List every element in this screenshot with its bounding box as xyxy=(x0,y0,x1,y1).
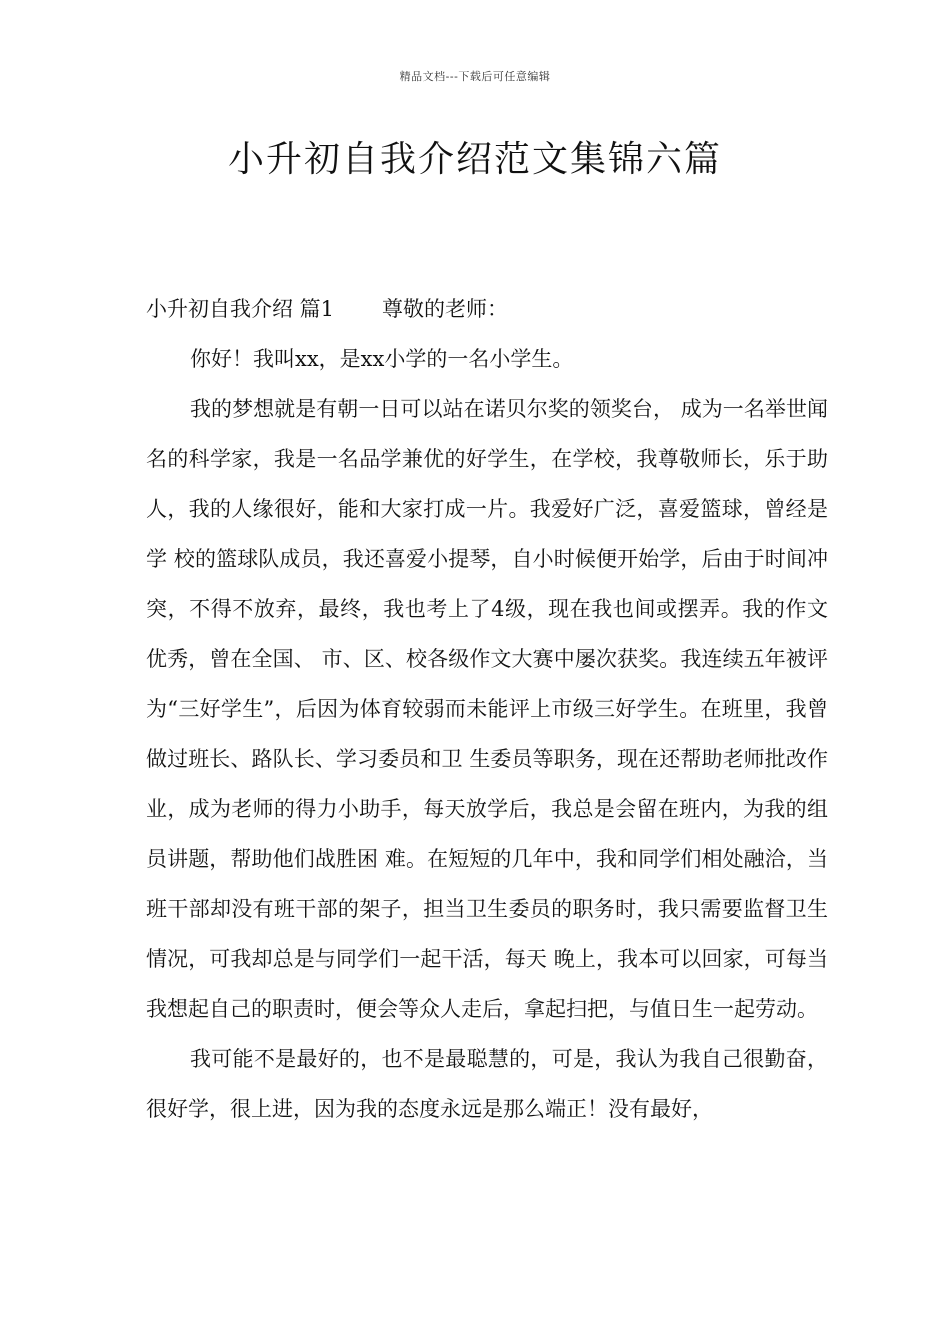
section-label: 小升初自我介绍 篇1 xyxy=(146,297,335,321)
greeting: 尊敬的老师： xyxy=(382,297,509,321)
document-body xyxy=(146,284,828,1134)
section-heading-line xyxy=(146,284,828,334)
paragraph: 你好！我叫xx，是xx小学的一名小学生。 xyxy=(190,347,574,371)
paragraph: 我的梦想就是有朝一日可以站在诺贝尔奖的领奖台， 成为一名举世闻名的科学家，我是一名品学兼优的好学生，在学校，我尊敬师长，乐于助人，我的人缘很好，能和大家打成一片。我爱好广泛，喜爱篮球，曾经是学 校的篮球队成员，我还喜爱小提琴，自小时候便开始学，后由于时间冲突，不得不放弃，最终，我也考上了4级，现在我也间或摆弄。我的作文优秀，曾在全国、 市、区、校各级作文大赛中屡次获奖。我连续五年被评为“三好学生”，后因为体育较弱而未能评上市级三好学生。在班里，我曾做过班长、路队长、学习委员和卫 生委员等职务，现在还帮助老师批改作业，成为老师的得力小助手，每天放学后，我总是会留在班内，为我的组员讲题，帮助他们战胜困 难。在短短的几年中，我和同学们相处融洽，当班干部却没有班干部的架子，担当卫生委员的职务时，我只需要监督卫生情况，可我却总是与同学们一起干活，每天 晚上，我本可以回家，可每当我想起自己的职责时，便会等众人走后，拿起扫把，与值日生一起劳动。 xyxy=(146,397,828,1021)
document-title: 小升初自我介绍范文集锦六篇 xyxy=(227,139,722,180)
paragraph: 我可能不是最好的，也不是最聪慧的，可是，我认为我自己很勤奋，很好学，很上进，因为我的态度永远是那么端正！没有最好， xyxy=(146,1047,828,1121)
header-note: 精品文档---下载后可任意编辑 xyxy=(399,70,551,83)
